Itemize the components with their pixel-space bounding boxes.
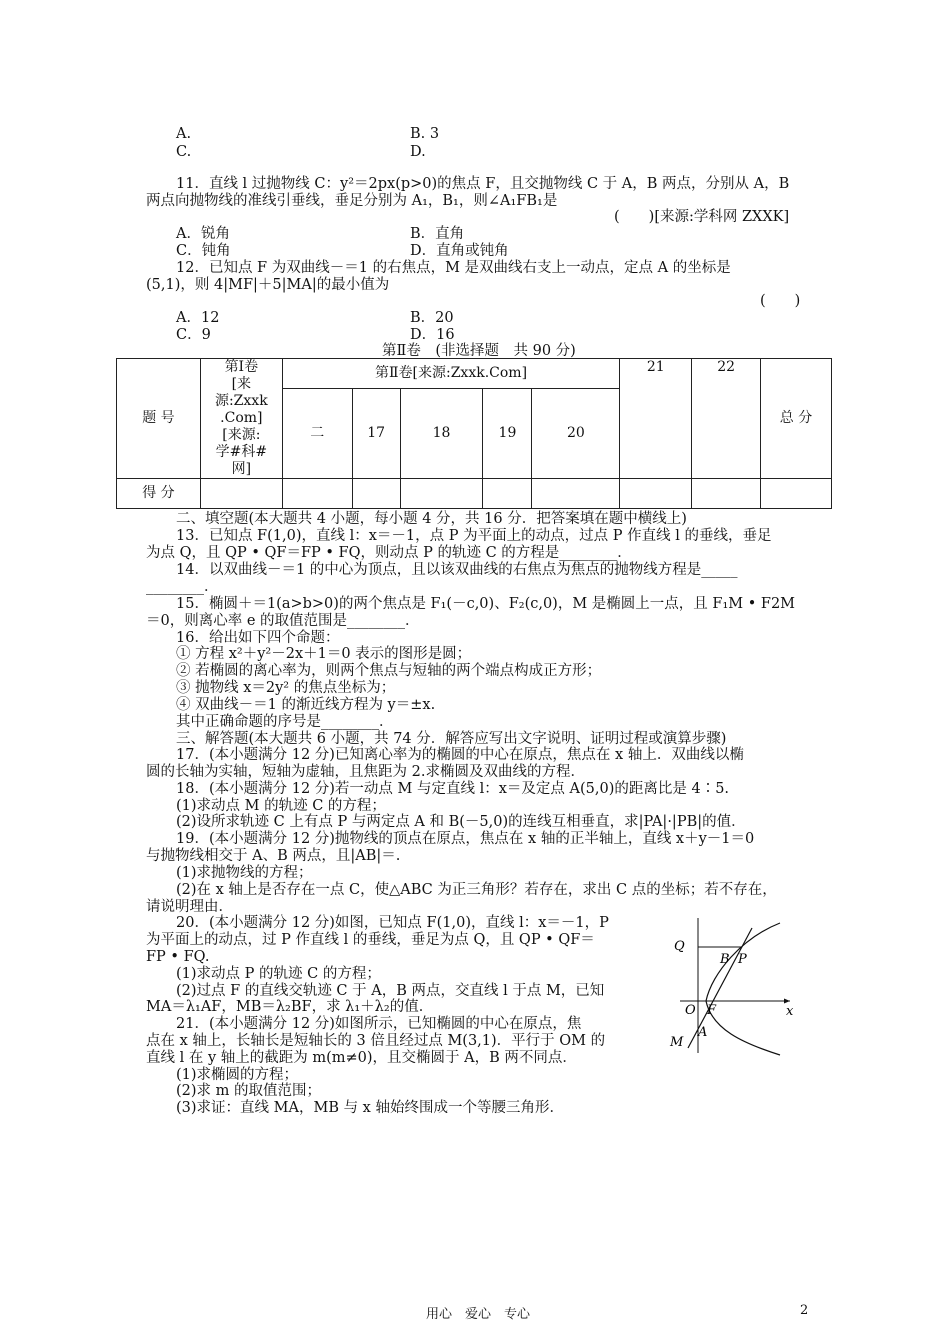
q11-option-c: C．钝角 xyxy=(176,243,231,259)
score-table xyxy=(116,358,832,509)
label-f: F xyxy=(707,1003,717,1018)
q12-option-d: D．16 xyxy=(410,327,455,343)
x-axis-arrow xyxy=(784,999,790,1004)
score-cell[interactable] xyxy=(352,479,400,509)
q11-bracket: ( )[来源:学科网 ZXXK] xyxy=(614,209,790,225)
q18-part1: (1)求动点 M 的轨迹 C 的方程； xyxy=(176,798,386,814)
q12-option-b: B．20 xyxy=(410,310,454,326)
q20-part2: (2)过点 F 的直线交轨迹 C 于 A，B 两点，交直线 l 于点 M，已知 xyxy=(176,983,605,999)
q17-line1: 17．(本小题满分 12 分)已知离心率为的椭圆的中心在原点，焦点在 x 轴上．双曲线以椭 xyxy=(176,747,744,763)
q21-line3: 直线 l 在 y 轴上的截距为 m(m≠0)，且交椭圆于 A，B 两不同点． xyxy=(146,1050,577,1066)
q13-line1: 13．已知点 F(1,0)，直线 l：x＝－1，点 P 为平面上的动点，过点 P 作直线 l 的垂线，垂足 xyxy=(176,528,772,544)
q12-option-a: A．12 xyxy=(176,310,220,326)
score-cell[interactable] xyxy=(200,479,282,509)
q21-line2: 点在 x 轴上，长轴长是短轴长的 3 倍且经过点 M(3,1)．平行于 OM 的 xyxy=(146,1033,606,1049)
q12-line1: 12．已知点 F 为双曲线－＝1 的右焦点，M 是双曲线右支上一动点，定点 A 的坐标是 xyxy=(176,260,731,276)
col-part1-line: .Com] xyxy=(220,410,263,426)
q17-line2: 圆的长轴为实轴，短轴为虚轴，且焦距为 2.求椭圆及双曲线的方程． xyxy=(146,764,585,780)
col-17: 17 xyxy=(352,389,400,479)
label-a: A xyxy=(698,1025,708,1040)
col-part1-line: 学#科# xyxy=(215,444,268,460)
col-22: 22 xyxy=(692,359,761,479)
col-21: 21 xyxy=(620,359,692,479)
q20-line3: FP • FQ. xyxy=(146,949,210,965)
score-cell[interactable] xyxy=(483,479,532,509)
q19-part2-cont: 请说明理由． xyxy=(146,899,233,915)
q20-line1: 20．(本小题满分 12 分)如图，已知点 F(1,0)，直线 l：x＝－1，P xyxy=(176,915,609,931)
label-b: B xyxy=(720,952,730,967)
q10-option-a: A. xyxy=(176,126,192,142)
q20-part1: (1)求动点 P 的轨迹 C 的方程； xyxy=(176,966,381,982)
q20-part2-cont: MA＝λ₁AF，MB＝λ₂BF，求 λ₁＋λ₂的值． xyxy=(146,999,434,1015)
col-section2: 二 xyxy=(282,389,352,479)
q16-proposition-2: ② 若椭圆的离心率为，则两个焦点与短轴的两个端点构成正方形； xyxy=(176,663,602,679)
q16-proposition-4: ④ 双曲线－＝1 的渐近线方程为 y＝±x. xyxy=(176,697,436,713)
q12-option-c: C．9 xyxy=(176,327,211,343)
score-cell[interactable] xyxy=(620,479,692,509)
q11-line1: 11．直线 l 过抛物线 C：y²＝2px(p>0)的焦点 F，且交抛物线 C 于 A，B 两点，分别从 A，B xyxy=(176,176,790,192)
q12-line2: (5,1)，则 4|MF|＋5|MA|的最小值为 xyxy=(146,277,390,293)
q16-line1: 16．给出如下四个命题： xyxy=(176,630,340,646)
q10-option-d: D. xyxy=(410,144,426,160)
label-o: O xyxy=(685,1003,696,1018)
col-part1-line: [来 xyxy=(231,376,252,392)
section2-title: 第Ⅱ卷 (非选择题 共 90 分) xyxy=(382,343,576,359)
col-part1-header xyxy=(200,359,282,479)
score-cell[interactable] xyxy=(761,479,832,509)
col-20: 20 xyxy=(532,389,620,479)
q16-proposition-1: ① 方程 x²＋y²－2x＋1＝0 表示的图形是圆； xyxy=(176,646,472,662)
section-fill-in-header: 二、填空题(本大题共 4 小题，每小题 4 分，共 16 分．把答案填在题中横线上) xyxy=(176,511,687,527)
q10-option-b: B. 3 xyxy=(410,126,440,142)
col-part1-line: 第Ⅰ卷 xyxy=(224,359,259,375)
page-number: 2 xyxy=(800,1303,809,1318)
q16-proposition-3: ③ 抛物线 x＝2y² 的焦点坐标为； xyxy=(176,680,396,696)
q19-part2: (2)在 x 轴上是否存在一点 C，使△ABC 为正三角形？若存在，求出 C 点的坐标；若不存在， xyxy=(176,882,777,898)
q11-option-a: A．锐角 xyxy=(176,226,230,242)
q12-bracket: ( ) xyxy=(760,293,801,309)
col-18: 18 xyxy=(400,389,483,479)
footer-motto: 用心 爱心 专心 xyxy=(426,1307,531,1322)
q11-option-d: D．直角或钝角 xyxy=(410,243,509,259)
row-label-question-number: 题 号 xyxy=(117,359,201,479)
q15-line2: ＝0，则离心率 e 的取值范围是________． xyxy=(146,613,420,629)
label-x: x xyxy=(786,1004,794,1019)
score-cell[interactable] xyxy=(532,479,620,509)
q11-line2: 两点向抛物线的准线引垂线，垂足分别为 A₁，B₁，则∠A₁FB₁是 xyxy=(146,193,558,209)
col-part1-line: [来源: xyxy=(222,427,261,443)
q14-line2: ________． xyxy=(146,579,219,595)
q21-part3: (3)求证：直线 MA，MB 与 x 轴始终围成一个等腰三角形． xyxy=(176,1100,564,1116)
q19-part1: (1)求抛物线的方程； xyxy=(176,865,313,881)
q20-line2: 为平面上的动点，过 P 作直线 l 的垂线，垂足为点 Q，且 QP • QF＝ xyxy=(146,932,595,948)
label-q: Q xyxy=(674,939,685,954)
parabola-figure xyxy=(662,913,802,1063)
q21-line1: 21．(本小题满分 12 分)如图所示，已知椭圆的中心在原点，焦 xyxy=(176,1016,582,1032)
label-p: P xyxy=(738,952,747,967)
q15-line1: 15．椭圆＋＝1(a>b>0)的两个焦点是 F₁(－c,0)、F₂(c,0)，M 是椭圆上一点，且 F₁M • F2M xyxy=(176,596,796,612)
q21-part1: (1)求椭圆的方程； xyxy=(176,1067,299,1083)
section-solution-header: 三、解答题(本大题共 6 小题，共 74 分．解答应写出文字说明、证明过程或演算步骤) xyxy=(176,731,727,747)
q18-part2: (2)设所求轨迹 C 上有点 P 与两定点 A 和 B(－5,0)的连线互相垂直，求|PA|·|PB|的值． xyxy=(176,814,746,830)
q16-answer-line: 其中正确命题的序号是________． xyxy=(176,714,394,730)
col-19: 19 xyxy=(483,389,532,479)
q19-line2: 与抛物线相交于 A、B 两点，且|AB|＝. xyxy=(146,848,401,864)
q14-line1: 14．以双曲线－＝1 的中心为顶点，且以该双曲线的右焦点为焦点的抛物线方程是_____ xyxy=(176,562,738,578)
q13-line2: 为点 Q，且 QP • QF＝FP • FQ，则动点 P 的轨迹 C 的方程是________． xyxy=(146,545,632,561)
col-part1-line: 源:Zxxk xyxy=(214,393,268,409)
q18-line1: 18．(本小题满分 12 分)若一动点 M 与定直线 l：x＝及定点 A(5,0)的距离比是 4∶5. xyxy=(176,781,730,797)
score-cell[interactable] xyxy=(282,479,352,509)
parabola-curve xyxy=(706,923,780,1055)
score-cell[interactable] xyxy=(400,479,483,509)
score-cell[interactable] xyxy=(692,479,761,509)
row-label-score: 得 分 xyxy=(117,479,201,509)
col-part1-line: 网] xyxy=(231,461,252,477)
q19-line1: 19．(本小题满分 12 分)抛物线的顶点在原点，焦点在 x 轴的正半轴上，直线 x＋y－1＝0 xyxy=(176,831,755,847)
q11-option-b: B．直角 xyxy=(410,226,465,242)
q21-part2: (2)求 m 的取值范围； xyxy=(176,1083,322,1099)
label-m: M xyxy=(670,1035,684,1050)
col-total: 总 分 xyxy=(761,359,832,479)
q10-option-c: C. xyxy=(176,144,192,160)
col-part2-group-header: 第Ⅱ卷[来源:Zxxk.Com] xyxy=(282,359,619,389)
